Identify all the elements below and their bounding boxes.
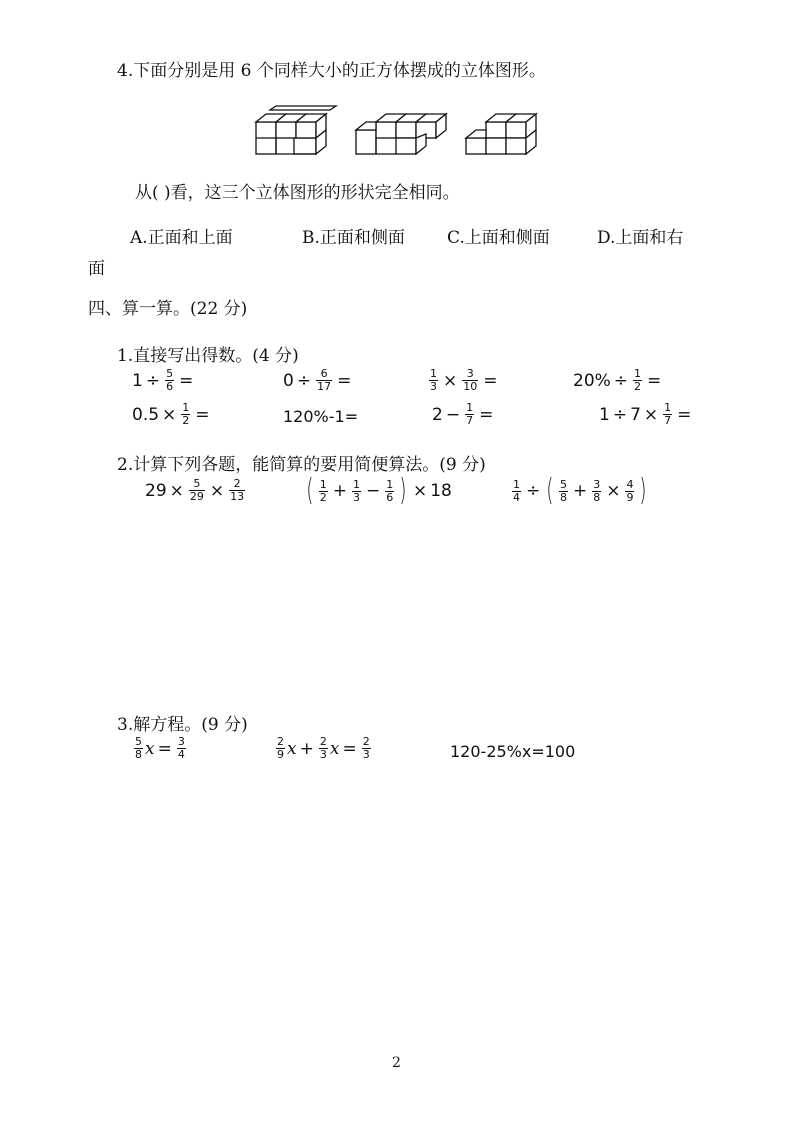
expr-7 [432, 402, 496, 427]
num: 7 [630, 404, 641, 425]
denominator: 3 [319, 748, 327, 761]
expr-3 [427, 368, 501, 393]
equals: = [179, 370, 194, 391]
left-paren: ( [546, 473, 554, 508]
numerator: 1 [430, 367, 437, 380]
denominator: 7 [466, 414, 474, 427]
denominator: 3 [352, 490, 360, 504]
q4-question: 从( )看，这三个立体图形的形状完全相同。 [135, 183, 460, 203]
numerator: 1 [182, 401, 190, 414]
variable: x [145, 738, 155, 759]
denominator: 8 [559, 490, 567, 504]
denominator: 9 [626, 490, 634, 504]
q4-option-a: A.正面和上面 [130, 228, 233, 248]
operator: × [209, 480, 225, 501]
denominator: 2 [182, 414, 190, 427]
operator: × [443, 370, 458, 391]
numerator: 4 [626, 477, 634, 491]
cube-figures [250, 104, 550, 164]
denominator: 6 [386, 490, 394, 504]
operator: − [445, 404, 461, 425]
fraction [319, 736, 328, 761]
numerator: 1 [319, 477, 327, 491]
numerator: 1 [466, 401, 474, 414]
numerator: 5 [559, 477, 567, 491]
operator: + [572, 481, 588, 501]
equals: = [479, 404, 494, 425]
fraction [462, 368, 478, 393]
numerator: 2 [319, 735, 327, 748]
equals: = [337, 370, 352, 391]
denominator: 8 [135, 748, 142, 761]
numerator: 1 [513, 477, 520, 491]
fraction [189, 478, 205, 503]
num: 1 [599, 404, 610, 425]
num: 2 [432, 404, 443, 425]
fraction [352, 479, 361, 504]
denominator: 4 [177, 748, 185, 761]
denominator: 3 [430, 380, 437, 393]
q4-option-wrap: 面 [88, 259, 105, 279]
numerator: 1 [634, 367, 642, 380]
operator: − [365, 481, 381, 501]
expr-2 [283, 368, 354, 393]
denominator: 2 [319, 490, 327, 504]
numerator: 2 [277, 735, 284, 748]
fraction [181, 402, 190, 427]
denominator: 8 [593, 490, 601, 504]
expr-5 [132, 402, 213, 427]
fraction [465, 402, 474, 427]
numerator: 3 [177, 735, 185, 748]
page-number: 2 [392, 1055, 401, 1071]
numerator: 5 [166, 367, 174, 380]
expr-4 [573, 368, 664, 393]
denominator: 2 [634, 380, 642, 393]
fraction [592, 479, 601, 504]
operator: ÷ [612, 404, 628, 425]
operator: × [162, 404, 177, 425]
fraction [625, 479, 634, 504]
q4-option-b: B.正面和侧面 [302, 228, 405, 248]
p2-title: 2.计算下列各题，能简算的要用简便算法。(9 分) [117, 455, 486, 475]
denominator: 29 [189, 490, 204, 503]
numerator: 3 [466, 367, 474, 380]
denominator: 17 [317, 380, 332, 393]
operator: ÷ [145, 370, 161, 391]
operator: × [643, 404, 659, 425]
expr-1 [132, 368, 196, 393]
equals: = [157, 738, 172, 759]
fraction [177, 736, 186, 761]
equation-3: 120-25%x=100 [450, 742, 576, 761]
fraction [633, 368, 642, 393]
equals: = [483, 370, 498, 391]
expr-8 [599, 402, 694, 427]
cube-figure-1 [256, 106, 336, 154]
denominator: 10 [463, 380, 478, 393]
num: 18 [430, 481, 452, 501]
operator: ÷ [613, 370, 629, 391]
fraction [362, 736, 371, 761]
calc-3 [510, 473, 650, 508]
denominator: 13 [230, 490, 245, 503]
operator: × [412, 481, 428, 501]
equation-2 [274, 736, 373, 761]
num: 0.5 [132, 404, 160, 425]
numerator: 1 [664, 401, 672, 414]
denominator: 6 [166, 380, 174, 393]
section-title: 四、算一算。(22 分) [88, 299, 248, 319]
equals: = [342, 738, 357, 759]
operator: ÷ [526, 481, 541, 501]
denominator: 7 [664, 414, 672, 427]
p1-title: 1.直接写出得数。(4 分) [117, 346, 299, 366]
num: 20% [573, 370, 611, 391]
numerator: 6 [320, 367, 328, 380]
numerator: 5 [193, 477, 201, 490]
q4-title: 4.下面分别是用 6 个同样大小的正方体摆成的立体图形。 [117, 61, 546, 81]
num: 29 [145, 480, 167, 501]
operator: × [606, 481, 621, 501]
calc-2 [303, 473, 452, 508]
operator: ÷ [296, 370, 312, 391]
fraction [429, 368, 438, 393]
numerator: 2 [362, 735, 370, 748]
fraction [134, 736, 143, 761]
q4-option-c: C.上面和侧面 [447, 228, 550, 248]
equation-1 [132, 736, 188, 761]
denominator: 9 [277, 748, 284, 761]
fraction [559, 479, 568, 504]
operator: + [332, 481, 347, 501]
variable: x [329, 738, 340, 759]
cube-figure-2 [356, 114, 446, 154]
numerator: 1 [352, 477, 360, 491]
left-paren: ( [306, 473, 314, 508]
denominator: 4 [513, 490, 520, 504]
variable: x [287, 738, 297, 759]
denominator: 3 [362, 748, 370, 761]
right-paren: ) [399, 473, 407, 508]
q4-option-d: D.上面和右 [597, 228, 684, 248]
fraction [512, 479, 521, 504]
equals: = [195, 404, 210, 425]
fraction [385, 479, 394, 504]
fraction [276, 736, 285, 761]
fraction [663, 402, 672, 427]
operator: + [299, 738, 314, 759]
numerator: 2 [233, 477, 241, 490]
fraction [319, 479, 328, 504]
calc-1 [145, 478, 247, 503]
equals: = [647, 370, 662, 391]
num: 1 [132, 370, 143, 391]
fraction [229, 478, 245, 503]
equals: = [677, 404, 692, 425]
num: 0 [283, 370, 294, 391]
p3-title: 3.解方程。(9 分) [117, 715, 248, 735]
fraction [316, 368, 332, 393]
operator: × [169, 480, 184, 501]
numerator: 3 [593, 477, 601, 491]
numerator: 1 [386, 477, 394, 491]
numerator: 5 [135, 735, 142, 748]
fraction [165, 368, 174, 393]
cube-figure-3 [466, 114, 536, 154]
right-paren: ) [639, 473, 647, 508]
expr-6: 120%-1= [283, 407, 359, 426]
